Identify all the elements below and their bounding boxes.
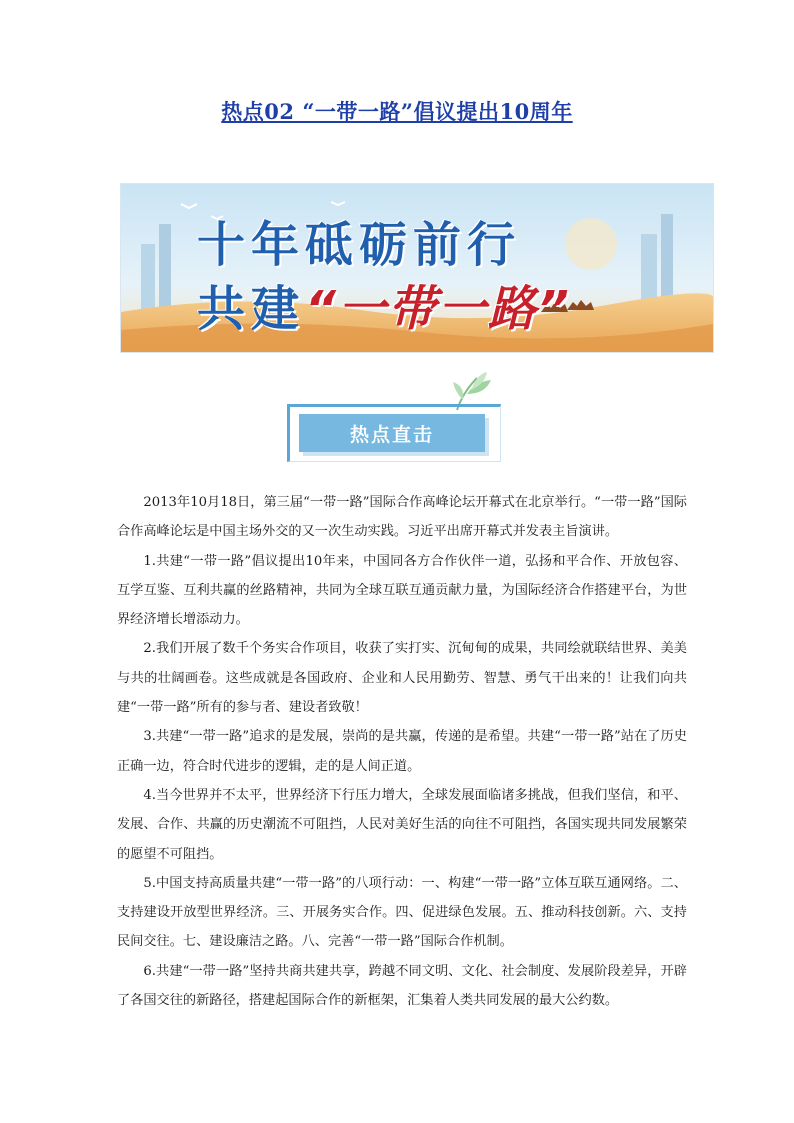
document-title: 热点02 “一带一路”倡议提出10周年	[221, 99, 573, 124]
section-heading	[287, 404, 499, 460]
banner-line-2-highlight: “一带一路”	[305, 281, 571, 337]
article-body	[117, 488, 687, 1015]
paragraph-intro: 2013年10月18日，第三届“一带一路”国际合作高峰论坛开幕式在北京举行。“一带一路”国际合作高峰论坛是中国主场外交的又一次生动实践。习近平出席开幕式并发表主旨演讲。	[117, 495, 687, 540]
banner-line-2-prefix: 共建	[197, 281, 306, 337]
banner-line-2	[197, 270, 571, 339]
paragraph-5: 5.中国支持高质量共建“一带一路”的八项行动：一、构建“一带一路”立体互联互通网络。二、支持建设开放型世界经济。三、开展务实合作。四、促进绿色发展。五、推动科技创新。六、支持民间交往。七、建设廉洁之路。八、完善“一带一路”国际合作机制。	[117, 875, 687, 950]
banner-line-1: 十年砥砺前行	[197, 217, 522, 273]
paragraph-4: 4.当今世界并不太平，世界经济下行压力增大，全球发展面临诸多挑战，但我们坚信，和平、发展、合作、共赢的历史潮流不可阻挡，人民对美好生活的向往不可阻挡，各国实现共同发展繁荣的愿望不可阻挡。	[117, 787, 687, 862]
banner-image	[120, 183, 714, 353]
paragraph-1: 1.共建“一带一路”倡议提出10年来，中国同各方合作伙伴一道，弘扬和平合作、开放包容、互学互鉴、互利共赢的丝路精神，共同为全球互联互通贡献力量，为国际经济合作搭建平台，为世界经济增长增添动力。	[117, 553, 687, 628]
paragraph-6: 6.共建“一带一路”坚持共商共建共享，跨越不同文明、文化、社会制度、发展阶段差异，开辟了各国交往的新路径，搭建起国际合作的新框架，汇集着人类共同发展的最大公约数。	[117, 963, 687, 1009]
paragraph-3: 3.共建“一带一路”追求的是发展，崇尚的是共赢，传递的是希望。共建“一带一路”站在了历史正确一边，符合时代进步的逻辑，走的是人间正道。	[117, 729, 687, 774]
section-heading-label: 热点直击	[299, 414, 485, 452]
paragraph-2: 2.我们开展了数千个务实合作项目，收获了实打实、沉甸甸的成果，共同绘就联结世界、美美与共的壮阔画卷。这些成就是各国政府、企业和人民用勤劳、智慧、勇气干出来的！让我们向共建“一带一路”所有的参与者、建设者致敬！	[117, 641, 687, 716]
